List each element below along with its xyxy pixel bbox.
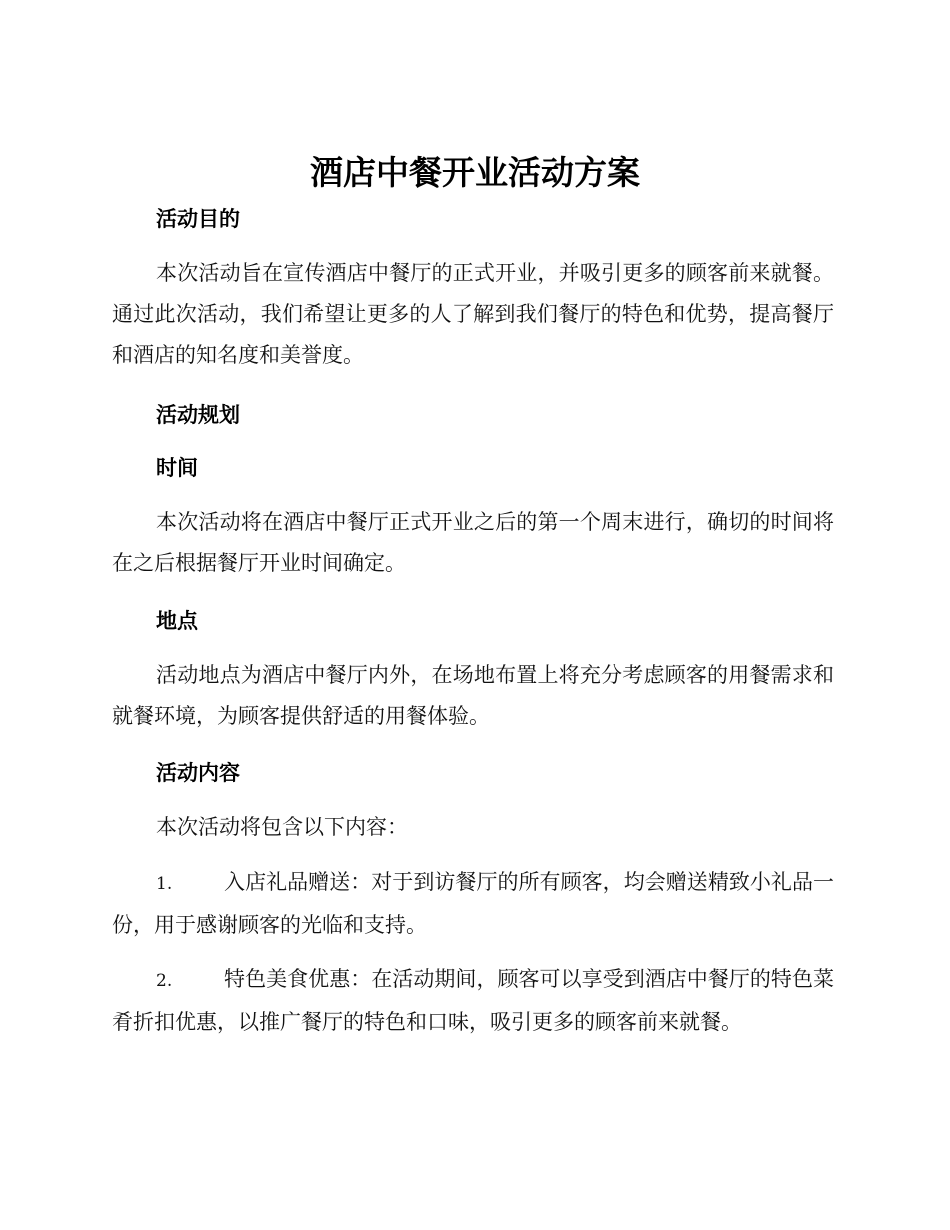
document-title: 酒店中餐开业活动方案 <box>310 153 640 192</box>
list-item <box>112 862 834 946</box>
paragraph-purpose: 本次活动旨在宣传酒店中餐厅的正式开业，并吸引更多的顾客前来就餐。通过此次活动，我们希望让更多的人了解到我们餐厅的特色和优势，提高餐厅和酒店的知名度和美誉度。 <box>112 261 834 367</box>
section-heading-time: 时间 <box>156 456 198 480</box>
list-item-text: 入店礼品赠送：对于到访餐厅的所有顾客，均会赠送精致小礼品一份，用于感谢顾客的光临和支持。 <box>112 870 834 937</box>
section-heading-place: 地点 <box>156 609 198 633</box>
section-heading-content: 活动内容 <box>156 761 240 785</box>
paragraph-content-intro: 本次活动将包含以下内容： <box>156 815 408 839</box>
list-item-text: 特色美食优惠：在活动期间，顾客可以享受到酒店中餐厅的特色菜肴折扣优惠，以推广餐厅的特色和口味，吸引更多的顾客前来就餐。 <box>112 967 834 1034</box>
section-heading-purpose: 活动目的 <box>156 207 240 231</box>
list-item-number: 2. <box>156 971 173 991</box>
paragraph-place: 活动地点为酒店中餐厅内外，在场地布置上将充分考虑顾客的用餐需求和就餐环境，为顾客提供舒适的用餐体验。 <box>112 663 834 728</box>
list-item-number: 1. <box>156 874 173 894</box>
list-item <box>112 959 834 1043</box>
section-heading-planning: 活动规划 <box>156 403 240 427</box>
paragraph-time: 本次活动将在酒店中餐厅正式开业之后的第一个周末进行，确切的时间将在之后根据餐厅开业时间确定。 <box>112 510 834 575</box>
